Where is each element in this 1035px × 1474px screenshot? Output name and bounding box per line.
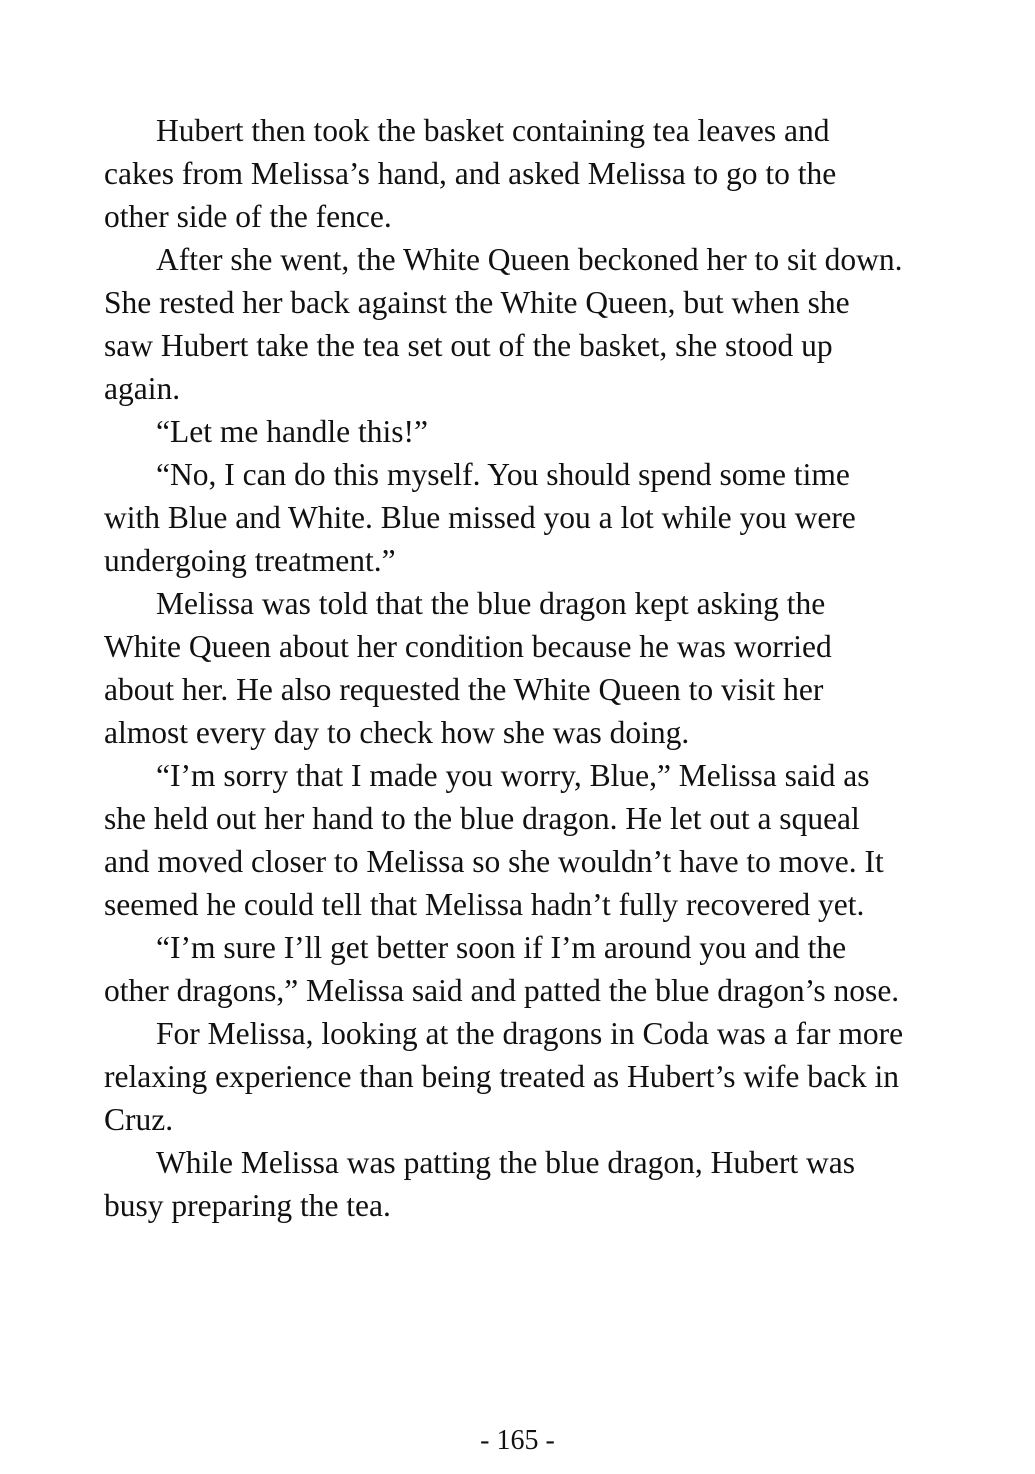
paragraph: “Let me handle this!” (156, 414, 429, 449)
paragraph: “I’m sure I’ll get better soon if I’m around you and the other dragons,” Melissa said and patted the blue dragon’s nose. (104, 930, 900, 1008)
paragraph: After she went, the White Queen beckoned her to sit down. She rested her back against the White Queen, but when she saw Hubert take the tea set out of the basket, she stood up again. (104, 242, 903, 406)
page-number: - 165 - (480, 1425, 555, 1456)
body-text (104, 109, 904, 1227)
paragraph: For Melissa, looking at the dragons in Coda was a far more relaxing experience than being treated as Hubert’s wife back in Cruz. (104, 1016, 904, 1137)
paragraph: “No, I can do this myself. You should spend some time with Blue and White. Blue missed you a lot while you were undergoing treatment.” (104, 457, 856, 578)
paragraph: “I’m sorry that I made you worry, Blue,” Melissa said as she held out her hand to the blue dragon. He let out a squeal and moved closer to Melissa so she wouldn’t have to move. It seemed he could tell that Melissa hadn’t fully recovered yet. (104, 758, 884, 922)
paragraph: Hubert then took the basket containing tea leaves and cakes from Melissa’s hand, and asked Melissa to go to the other side of the fence. (104, 113, 837, 234)
paragraph: While Melissa was patting the blue dragon, Hubert was busy preparing the tea. (104, 1145, 855, 1223)
paragraph: Melissa was told that the blue dragon kept asking the White Queen about her condition because he was worried about her. He also requested the White Queen to visit her almost every day to check how she was doing. (104, 586, 832, 750)
